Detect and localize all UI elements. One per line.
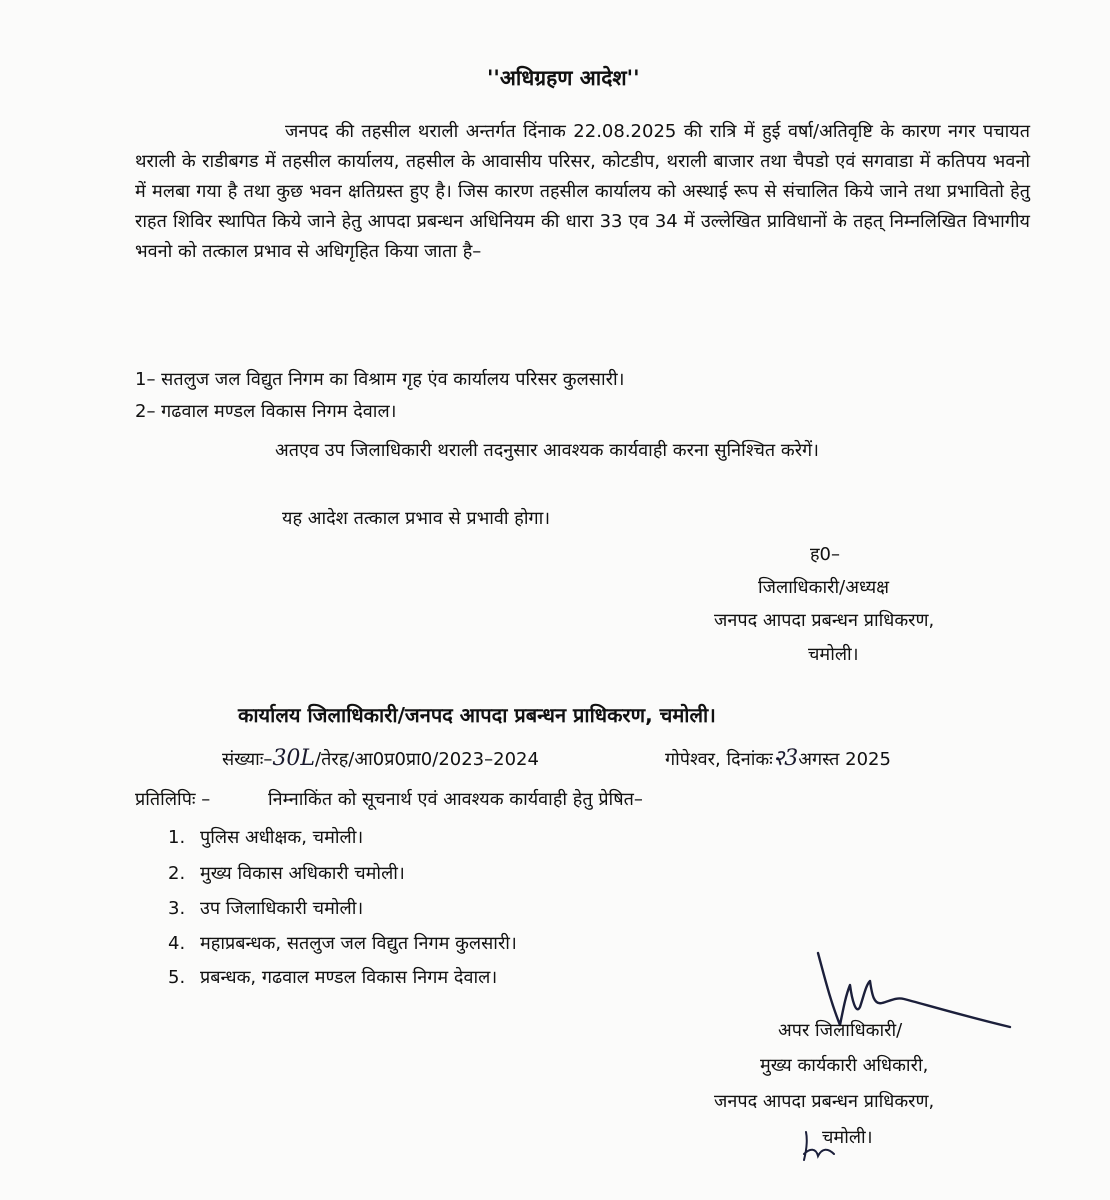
adm-signature-line3: जनपद आपदा प्रबन्धन प्राधिकरण, — [714, 1091, 935, 1112]
order-title: ''अधिग्रहण आदेश'' — [487, 66, 640, 90]
dm-signature-line1: जिलाधिकारी/अध्यक्ष — [758, 577, 890, 598]
ref-number-handwritten: 30L — [272, 746, 316, 771]
adm-signature-line1: अपर जिलाधिकारी/ — [778, 1020, 903, 1041]
recipient-text: महाप्रबन्धक, सतलुज जल विद्युत निगम कुलसारी। — [200, 933, 517, 954]
order-effect: यह आदेश तत्काल प्रभाव से प्रभावी होगा। — [282, 508, 551, 529]
copy-label: प्रतिलिपिः – — [135, 789, 211, 810]
recipient-number: 1. — [168, 827, 186, 848]
order-item-1: 1– सतलुज जल विद्युत निगम का विश्राम गृह एंव कार्यालय परिसर कुलसारी। — [135, 369, 625, 390]
recipient-text: उप जिलाधिकारी चमोली। — [200, 898, 364, 919]
recipient-number: 5. — [168, 967, 186, 988]
order-instruction: अतएव उप जिलाधिकारी थराली तदनुसार आवश्यक कार्यवाही करना सुनिश्चित करेगें। — [275, 440, 820, 461]
signed-mark: ह0– — [810, 544, 841, 565]
adm-signature-line4: चमोली। — [822, 1127, 873, 1148]
place-date-line — [665, 747, 891, 772]
copy-intro: निम्नाकिंत को सूचनार्थ एवं आवश्यक कार्यवाही हेतु प्रेषित– — [268, 789, 643, 810]
order-item-2: 2– गढवाल मण्डल विकास निगम देवाल। — [135, 401, 397, 422]
recipient-text: प्रबन्धक, गढवाल मण्डल विकास निगम देवाल। — [200, 967, 498, 988]
initials-mark — [800, 1128, 840, 1164]
reference-line — [222, 747, 539, 772]
date-rest: अगस्त 2025 — [798, 749, 891, 770]
dm-signature-line3: चमोली। — [808, 644, 859, 665]
recipient-number: 2. — [168, 863, 186, 884]
recipient-number: 4. — [168, 933, 186, 954]
adm-signature-line2: मुख्य कार्यकारी अधिकारी, — [760, 1055, 929, 1076]
dm-signature-line2: जनपद आपदा प्रबन्धन प्राधिकरण, — [714, 610, 935, 631]
recipient-text: पुलिस अधीक्षक, चमोली। — [200, 827, 364, 848]
ref-prefix: संख्याः– — [222, 749, 273, 770]
office-heading: कार्यालय जिलाधिकारी/जनपद आपदा प्रबन्धन प्राधिकरण, चमोली। — [238, 703, 716, 727]
place-date-prefix: गोपेश्वर, दिनांकः — [665, 749, 773, 770]
ref-rest: /तेरह/आ0प्र0प्रा0/2023–2024 — [315, 749, 539, 770]
recipient-number: 3. — [168, 898, 186, 919]
date-day-handwritten: २3 — [772, 746, 799, 771]
order-paragraph: जनपद की तहसील थराली अन्तर्गत दिंनाक 22.08.2025 की रात्रि में हुई वर्षा/अतिवृष्टि के कारण नगर पचायत थराली के राडीबगड में तहसील कार्यालय, तहसील के आवासीय परिसर, कोटडीप, थराली बाजार तथा चैपडो एवं सगवाडा में कतिपय भवनो में मलबा गया है तथा कुछ भवन क्षतिग्रस्त हुए है। जिस कारण तहसील कार्यालय को अस्थाई रूप से संचालित किये जाने तथा प्रभावितो हेतु राहत शिविर स्थापित किये जाने हेतु आपदा प्रबन्धन अधिनियम की धारा 33 एव 34 में उल्लेखित प्राविधानों के तहत् निम्नलिखित विभागीय भवनो को तत्काल प्रभाव से अधिगृहित किया जाता है– — [135, 121, 1030, 262]
recipient-text: मुख्य विकास अधिकारी चमोली। — [200, 863, 405, 884]
